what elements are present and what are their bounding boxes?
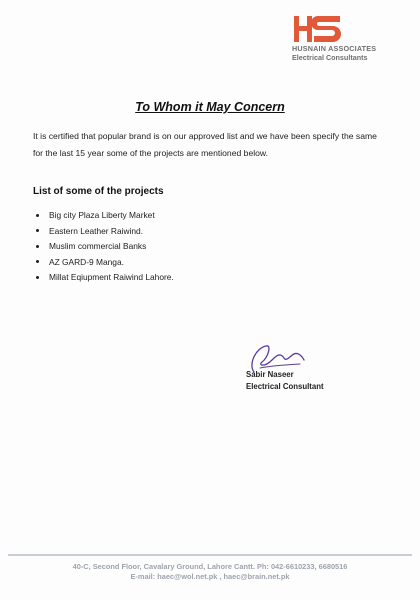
bullet-icon [36,260,39,263]
footer-email: E-mail: haec@wol.net.pk , haec@brain.net.pk [130,572,290,581]
bullet-icon [36,214,39,217]
projects-list [36,208,174,286]
signatory-name: Sabir Naseer [246,370,294,379]
project-name: Big city Plaza Liberty Market [49,210,155,220]
list-item [36,270,174,286]
list-item [36,255,174,271]
list-item [36,208,174,224]
footer-divider [8,554,412,556]
certification-paragraph: It is certified that popular brand is on our approved list and we have been specify the same for the last 15 year some of the projects are mentioned below. [33,131,377,158]
signatory-title: Electrical Consultant [246,382,324,391]
bullet-icon [36,276,39,279]
company-name: HUSNAIN ASSOCIATES [292,44,377,53]
project-name: AZ GARD-9 Manga. [49,256,124,267]
letter-heading: To Whom it May Concern [135,100,285,114]
project-name: Millat Eqiupment Raiwind Lahore. [49,272,174,282]
projects-list-title: List of some of the projects [33,186,164,197]
project-name: Muslim commercial Banks [49,241,147,251]
bullet-icon [36,229,39,232]
list-item [36,239,174,255]
bullet-icon [36,245,39,248]
company-logo [292,16,402,42]
hs-logo-icon [292,16,392,42]
list-item [36,224,174,240]
project-name: Eastern Leather Raiwind. [49,225,144,236]
footer-address: 40-C, Second Floor, Cavalary Ground, Lahore Cantt. Ph: 042-6610233, 6680516 [72,562,348,571]
company-tagline: Electrical Consultants [292,53,368,62]
